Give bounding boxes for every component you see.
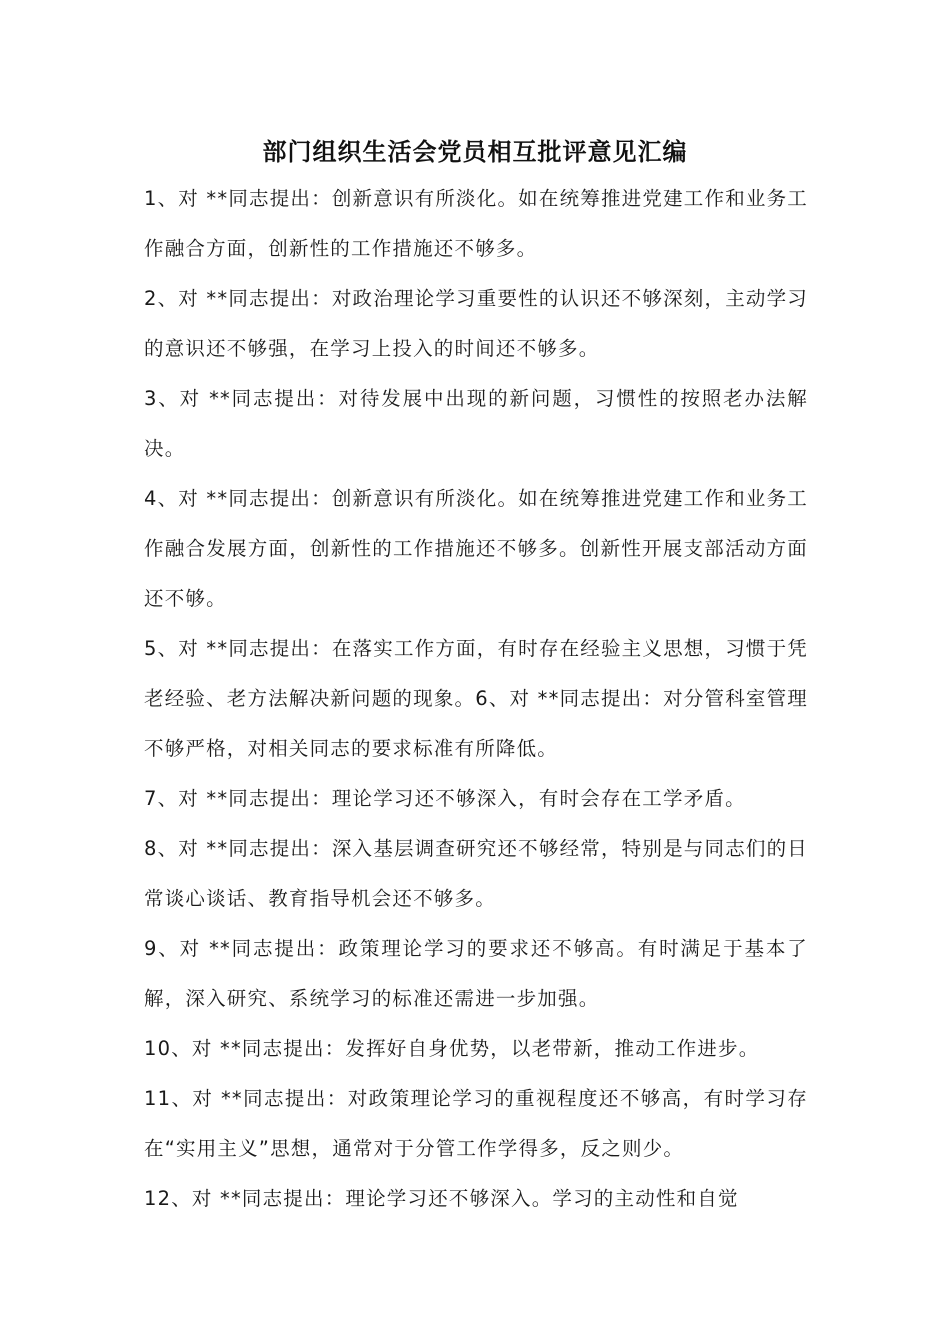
paragraph-3: 3、对 **同志提出：对待发展中出现的新问题，习惯性的按照老办法解决。 — [144, 387, 808, 460]
document-title: 部门组织生活会党员相互批评意见汇编 — [262, 138, 688, 166]
paragraph-10: 10、对 **同志提出：发挥好自身优势，以老带新，推动工作进步。 — [144, 1037, 760, 1060]
paragraph-2: 2、对 **同志提出：对政治理论学习重要性的认识还不够深刻，主动学习的意识还不够强，在学习上投入的时间还不够多。 — [144, 287, 808, 360]
paragraph-9: 9、对 **同志提出：政策理论学习的要求还不够高。有时满足于基本了解，深入研究、系统学习的标准还需进一步加强。 — [144, 937, 808, 1010]
paragraph-5: 5、对 **同志提出：在落实工作方面，有时存在经验主义思想，习惯于凭老经验、老方法解决新问题的现象。6、对 **同志提出：对分管科室管理不够严格，对相关同志的要求标准有所降低。 — [144, 637, 808, 760]
paragraph-12: 12、对 **同志提出：理论学习还不够深入。学习的主动性和自觉 — [144, 1187, 739, 1210]
paragraph-8: 8、对 **同志提出：深入基层调查研究还不够经常，特别是与同志们的日常谈心谈话、教育指导机会还不够多。 — [144, 837, 808, 910]
paragraph-4: 4、对 **同志提出：创新意识有所淡化。如在统筹推进党建工作和业务工作融合发展方面，创新性的工作措施还不够多。创新性开展支部活动方面还不够。 — [144, 487, 808, 610]
paragraph-1: 1、对 **同志提出：创新意识有所淡化。如在统筹推进党建工作和业务工作融合方面，创新性的工作措施还不够多。 — [144, 187, 808, 260]
document-body — [144, 174, 808, 1224]
paragraph-11: 11、对 **同志提出：对政策理论学习的重视程度还不够高，有时学习存在“实用主义”思想，通常对于分管工作学得多，反之则少。 — [144, 1087, 808, 1160]
paragraph-7: 7、对 **同志提出：理论学习还不够深入，有时会存在工学矛盾。 — [144, 787, 746, 810]
